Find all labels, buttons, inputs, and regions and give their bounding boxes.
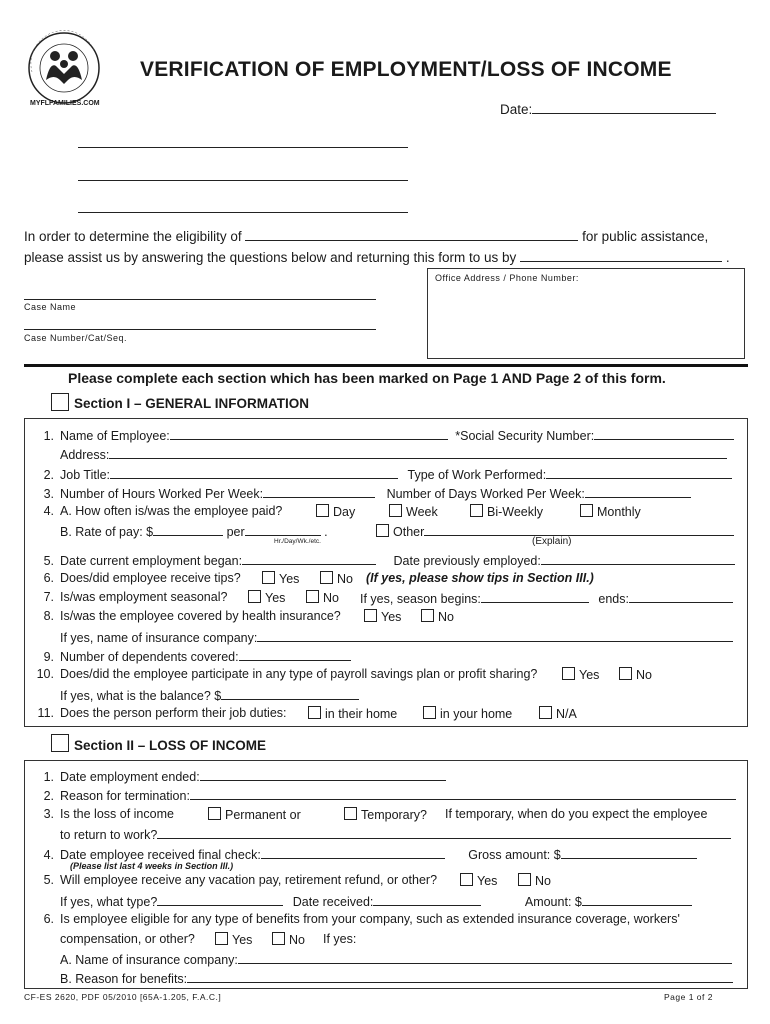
seal-url: MYFLFAMILIES.COM <box>30 100 100 107</box>
intro-text-d: . <box>725 250 730 265</box>
tips-yes-checkbox[interactable] <box>262 571 275 584</box>
pay-day-label: Day <box>333 505 356 519</box>
amount-field[interactable] <box>582 893 692 906</box>
vacation-no-checkbox[interactable] <box>518 873 531 886</box>
pay-other-checkbox[interactable] <box>376 524 389 537</box>
s1-q6-num: 6. <box>43 571 54 585</box>
duties-their-home-label: in their home <box>325 707 398 721</box>
insurance-yes-checkbox[interactable] <box>364 609 377 622</box>
pay-monthly-checkbox[interactable] <box>580 504 593 517</box>
rate-dot: . <box>324 525 328 539</box>
benefits-no-label: No <box>289 933 305 947</box>
gross-amount-field[interactable] <box>561 846 697 859</box>
s1-q11-label: Does the person perform their job duties: <box>60 706 287 720</box>
s2-q6-cont: compensation, or other? <box>60 932 195 946</box>
case-name-line[interactable] <box>24 299 376 300</box>
date-received-field[interactable] <box>373 893 481 906</box>
return-to-work-field[interactable] <box>157 826 731 839</box>
s2-q6b-row <box>60 970 733 986</box>
dependents-field[interactable] <box>239 648 351 661</box>
s1-q7-num: 7. <box>43 590 54 604</box>
savings-yes-option[interactable] <box>562 667 599 682</box>
employment-ended-field[interactable] <box>200 768 446 781</box>
benefits-insurance-field[interactable] <box>238 951 732 964</box>
s2-q3-num: 3. <box>43 807 54 821</box>
s1-ssn-label: *Social Security Number: <box>455 429 595 443</box>
seasonal-yes-checkbox[interactable] <box>248 590 261 603</box>
job-title-field[interactable] <box>110 466 398 479</box>
applicant-name-field[interactable] <box>245 228 578 241</box>
s1-q7-label: Is/was employment seasonal? <box>60 590 228 604</box>
insurance-no-option[interactable] <box>421 609 454 624</box>
s1-q3-num: 3. <box>43 487 54 501</box>
s1-q4-label: A. How often is/was the employee paid? <box>60 504 283 518</box>
s1-q2-num: 2. <box>43 468 54 482</box>
s2-q6-row <box>32 912 680 926</box>
insurance-yes-label: Yes <box>381 610 402 624</box>
season-begins-field[interactable] <box>481 590 589 603</box>
s1-q5-row <box>32 552 735 568</box>
seasonal-no-label: No <box>323 591 339 605</box>
seasonal-no-option[interactable] <box>306 590 339 605</box>
duties-their-home-option[interactable] <box>308 706 397 721</box>
insurance-company-field[interactable] <box>257 629 733 642</box>
page-number: Page 1 of 2 <box>664 992 713 1002</box>
address-line-1[interactable] <box>78 147 408 148</box>
amount-label: Amount: $ <box>524 895 582 909</box>
s1-q11-row <box>32 706 287 720</box>
s1-q1-label: Name of Employee: <box>60 429 170 443</box>
pay-biweekly-label: Bi-Weekly <box>487 505 544 519</box>
employment-began-field[interactable] <box>242 552 376 565</box>
s1-q9-row <box>32 648 351 664</box>
divider-rule <box>24 364 748 367</box>
loss-permanent-checkbox[interactable] <box>208 807 221 820</box>
s1-prev-label: Date previously employed: <box>393 554 541 568</box>
duties-na-option[interactable] <box>539 706 577 721</box>
s2-q3-row <box>32 807 174 821</box>
ssn-field[interactable] <box>594 427 734 440</box>
pay-monthly-option[interactable] <box>580 504 641 519</box>
case-name-label: Case Name <box>24 302 77 312</box>
intro-text-b: for public assistance, <box>582 229 709 244</box>
s1-days-label: Number of Days Worked Per Week: <box>386 487 585 501</box>
duties-your-home-option[interactable] <box>423 706 512 721</box>
hours-per-week-field[interactable] <box>263 485 375 498</box>
s2-q2-label: Reason for termination: <box>60 789 190 803</box>
savings-no-option[interactable] <box>619 667 652 682</box>
vacation-yes-checkbox[interactable] <box>460 873 473 886</box>
section-2-title: Section II – LOSS OF INCOME <box>74 738 267 753</box>
rate-of-pay-field[interactable] <box>153 523 223 536</box>
s2-q4-num: 4. <box>43 848 54 862</box>
s1-q8-row <box>32 609 341 623</box>
s2-q6-num: 6. <box>43 912 54 926</box>
season-ends-label: ends: <box>598 592 629 606</box>
tips-yes-label: Yes <box>279 572 300 586</box>
s2-q5-num: 5. <box>43 873 54 887</box>
loss-temporary-label: Temporary? <box>361 808 427 822</box>
s1-q10-num: 10. <box>36 667 54 681</box>
seasonal-yes-label: Yes <box>265 591 286 605</box>
s1-q1-num: 1. <box>43 429 54 443</box>
s2-q4-label: Date employee received final check: <box>60 848 261 862</box>
s2-q2-num: 2. <box>43 789 54 803</box>
vacation-type-field[interactable] <box>157 893 283 906</box>
intro-line-1 <box>24 228 708 244</box>
tips-yes-option[interactable] <box>262 571 299 586</box>
s1-address-row <box>60 446 727 462</box>
s1-q10-label: Does/did the employee participate in any type of payroll savings plan or profit sharing? <box>60 667 538 681</box>
s2-q4-row <box>32 846 697 862</box>
s1-q4-num: 4. <box>43 504 54 518</box>
s1-q2-row <box>32 466 732 482</box>
instruction-text: Please complete each section which has been marked on Page 1 AND Page 2 of this form. <box>68 370 666 386</box>
vacation-no-option[interactable] <box>518 873 551 888</box>
pay-week-option[interactable] <box>389 504 438 519</box>
s1-q6-label: Does/did employee receive tips? <box>60 571 241 585</box>
intro-text-a: In order to determine the eligibility of <box>24 229 242 244</box>
temporary-when-text: If temporary, when do you expect the employee <box>445 807 708 821</box>
season-dates-row <box>360 590 733 606</box>
case-number-line[interactable] <box>24 329 376 330</box>
last-4-weeks-note: (Please list last 4 weeks in Section III.) <box>70 861 234 871</box>
benefits-reason-field[interactable] <box>187 970 733 983</box>
duties-na-checkbox[interactable] <box>539 706 552 719</box>
s1-q10-row <box>32 667 537 681</box>
s2-q2-row <box>32 787 736 803</box>
vacation-yes-label: Yes <box>477 874 498 888</box>
duties-na-label: N/A <box>556 707 577 721</box>
tips-no-label: No <box>337 572 353 586</box>
insurance-company-row <box>60 629 733 645</box>
savings-yes-label: Yes <box>579 668 600 682</box>
s1-q8-label: Is/was the employee covered by health insurance? <box>60 609 341 623</box>
s1-q4b-row <box>60 523 328 539</box>
s1-q3-label: Number of Hours Worked Per Week: <box>60 487 264 501</box>
benefits-no-checkbox[interactable] <box>272 932 285 945</box>
seasonal-no-checkbox[interactable] <box>306 590 319 603</box>
benefits-yes-option[interactable] <box>215 932 252 947</box>
benefits-ifyes: If yes: <box>323 932 357 946</box>
benefits-no-option[interactable] <box>272 932 305 947</box>
address-line-3[interactable] <box>78 212 408 213</box>
form-title: VERIFICATION OF EMPLOYMENT/LOSS OF INCOME <box>140 58 672 81</box>
seasonal-yes-option[interactable] <box>248 590 285 605</box>
vacation-type-row <box>60 893 692 909</box>
gross-amount-label: Gross amount: $ <box>468 848 561 862</box>
loss-temporary-checkbox[interactable] <box>344 807 357 820</box>
s1-q7-row <box>32 590 227 604</box>
s1-q9-label: Number of dependents covered: <box>60 650 239 664</box>
loss-permanent-label: Permanent or <box>225 808 301 822</box>
form-id: CF-ES 2620, PDF 05/2010 [65A-1.205, F.A.C.] <box>24 992 222 1002</box>
s1-type-label: Type of Work Performed: <box>407 468 547 482</box>
s1-q5-num: 5. <box>43 554 54 568</box>
balance-row <box>60 687 359 703</box>
office-address-label: Office Address / Phone Number: <box>435 273 579 283</box>
s2-q6a-label: A. Name of insurance company: <box>60 953 238 967</box>
season-begins-label: If yes, season begins: <box>360 592 481 606</box>
s1-address-label: Address: <box>60 448 110 462</box>
explain-hint: (Explain) <box>532 536 572 547</box>
season-ends-field[interactable] <box>629 590 733 603</box>
type-of-work-field[interactable] <box>546 466 732 479</box>
s2-q3-label: Is the loss of income <box>60 807 174 821</box>
insurance-company-label: If yes, name of insurance company: <box>60 631 258 645</box>
s1-q4a-row <box>32 504 282 518</box>
return-to-work-label: to return to work? <box>60 828 158 842</box>
s1-q1-row <box>32 427 734 443</box>
savings-no-label: No <box>636 668 652 682</box>
pay-week-checkbox[interactable] <box>389 504 402 517</box>
benefits-yes-label: Yes <box>232 933 253 947</box>
duties-your-home-checkbox[interactable] <box>423 706 436 719</box>
termination-reason-field[interactable] <box>190 787 736 800</box>
pay-monthly-label: Monthly <box>597 505 641 519</box>
pay-other-field[interactable] <box>424 523 734 536</box>
tips-no-option[interactable] <box>320 571 353 586</box>
pay-week-label: Week <box>406 505 438 519</box>
date-received-label: Date received: <box>292 895 374 909</box>
employee-name-field[interactable] <box>170 427 448 440</box>
s2-q6a-row <box>60 951 732 967</box>
s1-q8-num: 8. <box>43 609 54 623</box>
pay-biweekly-checkbox[interactable] <box>470 504 483 517</box>
insurance-no-label: No <box>438 610 454 624</box>
s2-q6b-label: B. Reason for benefits: <box>60 972 188 986</box>
s1-q3-row <box>32 485 691 501</box>
section-1-checkbox[interactable] <box>51 393 69 411</box>
intro-text-c: please assist us by answering the questions below and returning this form to us by <box>24 250 517 265</box>
balance-field[interactable] <box>221 687 359 700</box>
date-label: Date: <box>500 102 533 117</box>
previously-employed-field[interactable] <box>541 552 735 565</box>
case-number-label: Case Number/Cat/Seq. <box>24 333 128 343</box>
insurance-no-checkbox[interactable] <box>421 609 434 622</box>
rate-of-pay-label: B. Rate of pay: $ <box>60 525 154 539</box>
loss-temporary-option[interactable] <box>344 807 427 822</box>
duties-your-home-label: in your home <box>440 707 513 721</box>
loss-permanent-option[interactable] <box>208 807 301 822</box>
vacation-type-label: If yes, what type? <box>60 895 158 909</box>
pay-day-checkbox[interactable] <box>316 504 329 517</box>
s2-q5-label: Will employee receive any vacation pay, retirement refund, or other? <box>60 873 438 887</box>
s1-q11-num: 11. <box>37 706 54 720</box>
s2-q5-row <box>32 873 437 887</box>
s2-q1-row <box>32 768 446 784</box>
s1-q9-num: 9. <box>43 650 54 664</box>
address-line-2[interactable] <box>78 180 408 181</box>
intro-line-2 <box>24 249 730 265</box>
days-per-week-field[interactable] <box>585 485 691 498</box>
savings-yes-checkbox[interactable] <box>562 667 575 680</box>
rate-per-label: per <box>226 525 245 539</box>
balance-label: If yes, what is the balance? $ <box>60 689 222 703</box>
insurance-yes-option[interactable] <box>364 609 401 624</box>
rate-hint: Hr./Day/Wk./etc. <box>274 538 321 545</box>
benefits-yes-checkbox[interactable] <box>215 932 228 945</box>
return-by-date-field[interactable] <box>520 249 722 262</box>
vacation-no-label: No <box>535 874 551 888</box>
pay-other-label: Other <box>393 525 425 539</box>
date-field[interactable] <box>500 101 716 117</box>
rate-per-field[interactable] <box>245 523 321 536</box>
s1-q5-label: Date current employment began: <box>60 554 243 568</box>
pay-biweekly-option[interactable] <box>470 504 543 519</box>
pay-day-option[interactable] <box>316 504 355 519</box>
section-1-title: Section I – GENERAL INFORMATION <box>74 396 310 411</box>
s1-q2-label: Job Title: <box>60 468 111 482</box>
s2-q1-label: Date employment ended: <box>60 770 200 784</box>
section-2-checkbox[interactable] <box>51 734 69 752</box>
employee-address-field[interactable] <box>109 446 727 459</box>
s2-q6-label: Is employee eligible for any type of benefits from your company, such as extended insurance coverage, workers' <box>60 912 680 926</box>
tips-no-checkbox[interactable] <box>320 571 333 584</box>
return-to-work-row <box>60 826 731 842</box>
duties-their-home-checkbox[interactable] <box>308 706 321 719</box>
final-check-date-field[interactable] <box>261 846 445 859</box>
s1-q6-row <box>32 571 241 585</box>
savings-no-checkbox[interactable] <box>619 667 632 680</box>
vacation-yes-option[interactable] <box>460 873 497 888</box>
tips-note: (If yes, please show tips in Section III.) <box>366 571 594 585</box>
s2-q1-num: 1. <box>43 770 54 784</box>
